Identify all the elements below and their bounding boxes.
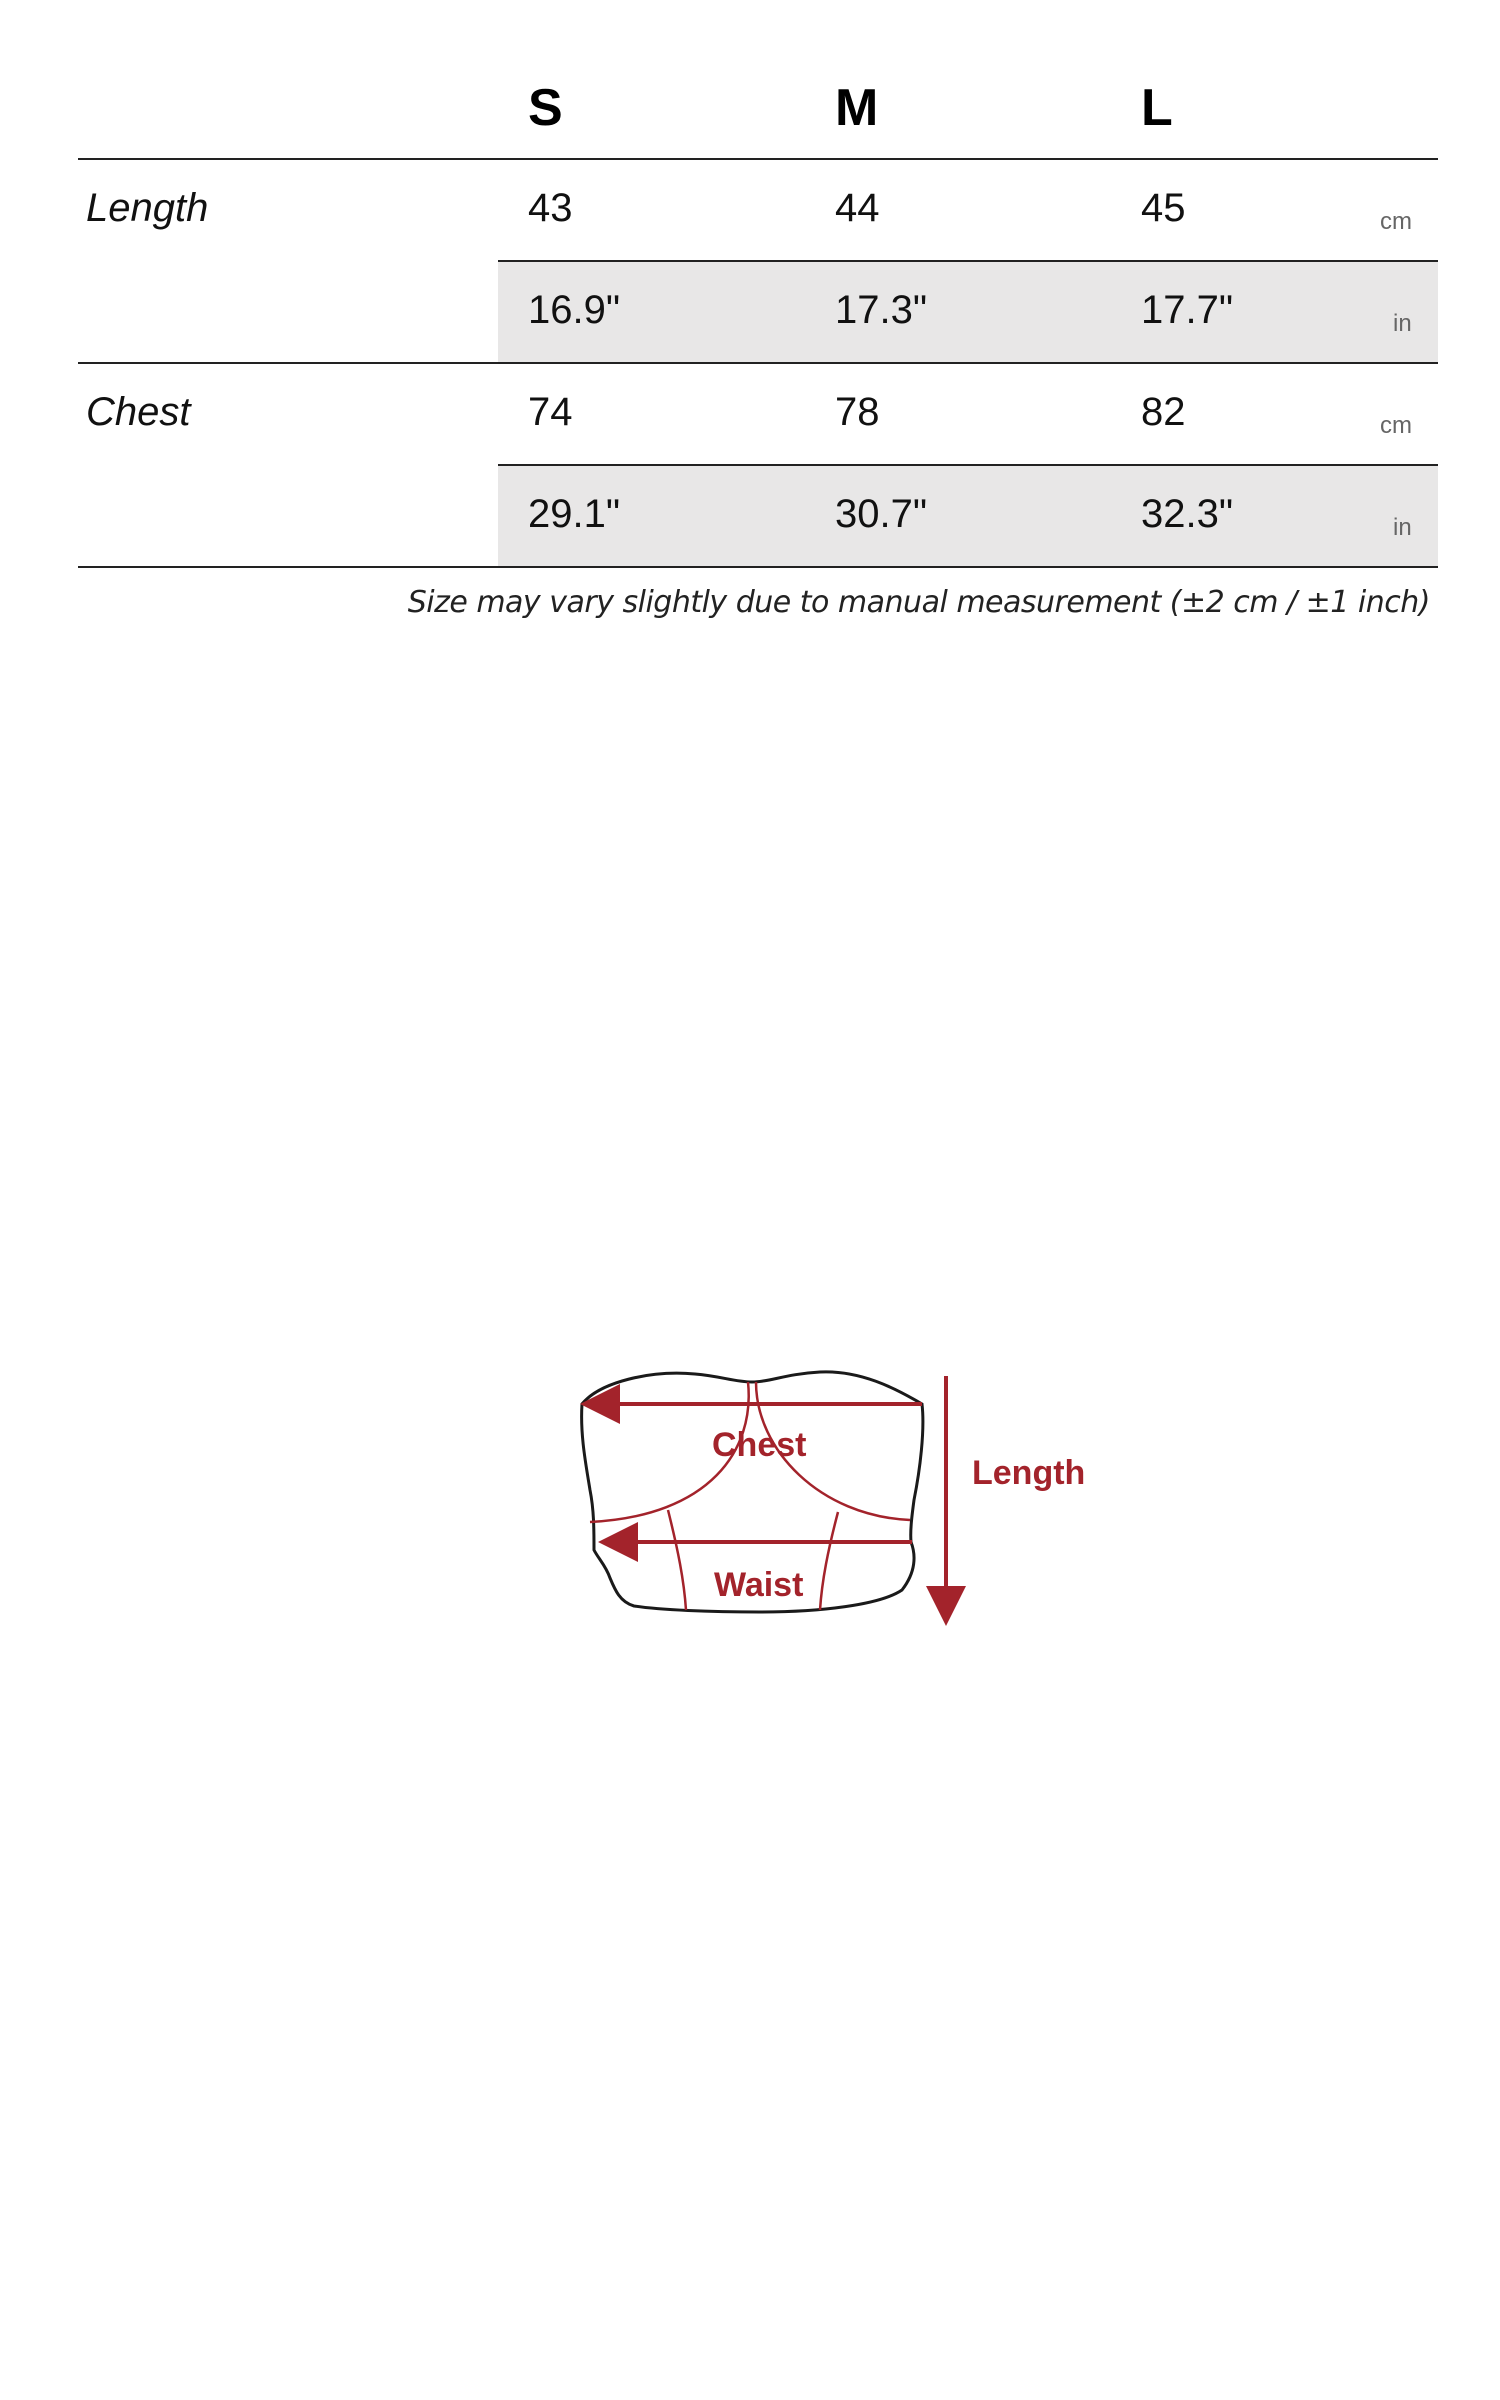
row-label-chest: Chest [86,390,191,434]
length-s-in: 16.9" [528,288,621,332]
waist-label: Waist [714,1566,804,1604]
chest-l-in: 32.3" [1141,492,1234,536]
header-rule [78,158,1438,160]
chest-m-cm: 78 [835,390,880,434]
length-label: Length [972,1454,1086,1492]
table-bottom-rule [78,566,1438,568]
length-unit-cm: cm [1380,208,1412,235]
chest-unit-in: in [1393,514,1412,541]
chest-unit-cm: cm [1380,412,1412,439]
top-outline-drawing [560,1340,1120,1670]
chest-m-in: 30.7" [835,492,928,536]
chest-label: Chest [712,1426,807,1464]
row-divider-rule [78,362,1438,364]
garment-diagram [560,1340,1120,1670]
seam-right-vertical [820,1512,838,1610]
size-header-l: L [1141,79,1173,137]
chest-s-in: 29.1" [528,492,621,536]
chest-l-cm: 82 [1141,390,1186,434]
size-table [78,0,1438,570]
row-label-length: Length [86,186,209,230]
length-unit-in: in [1393,310,1412,337]
chest-inch-shade [498,466,1438,566]
length-l-cm: 45 [1141,186,1186,230]
length-m-in: 17.3" [835,288,928,332]
size-header-s: S [528,79,563,137]
length-s-cm: 43 [528,186,573,230]
length-l-in: 17.7" [1141,288,1234,332]
seam-left-vertical [668,1510,686,1610]
measurement-note: Size may vary slightly due to manual measurement (±2 cm / ±1 inch) [407,585,1430,620]
chest-s-cm: 74 [528,390,573,434]
size-header-m: M [835,79,879,137]
length-inch-shade [498,262,1438,362]
length-m-cm: 44 [835,186,880,230]
